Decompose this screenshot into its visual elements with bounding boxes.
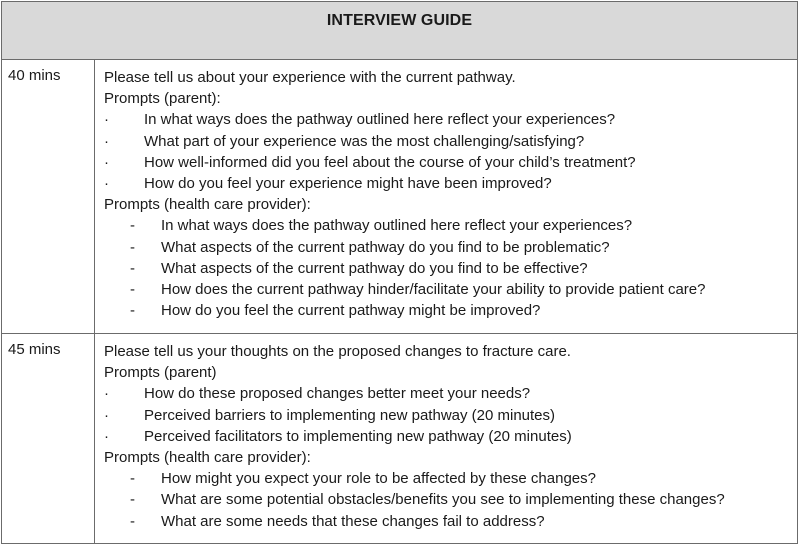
content-cell — [95, 334, 797, 544]
parent-prompts-label: Prompts (parent) — [104, 364, 217, 382]
prompt-text: What are some potential obstacles/benefits you see to implementing these changes? — [161, 491, 725, 509]
content-cell — [95, 60, 797, 333]
list-item — [104, 468, 797, 489]
prompt-text: How do these proposed changes better meet your needs? — [144, 385, 531, 403]
dash-marker: - — [130, 259, 135, 277]
bullet-marker: · — [104, 406, 109, 424]
time-cell: 45 mins — [2, 334, 95, 544]
section-intro: Please tell us your thoughts on the proposed changes to fracture care. — [104, 343, 571, 360]
list-item — [104, 109, 797, 130]
table-header — [2, 2, 797, 60]
bullet-marker: · — [104, 132, 109, 150]
time-cell: 40 mins — [2, 60, 95, 333]
prompt-text: What are some needs that these changes fail to address? — [161, 512, 545, 530]
bullet-marker: · — [104, 174, 109, 192]
dash-marker: - — [130, 470, 135, 488]
list-item — [104, 215, 797, 236]
parent-prompts-label: Prompts (parent): — [104, 90, 221, 108]
section-intro: Please tell us about your experience with the current pathway. — [104, 69, 516, 86]
dash-marker: - — [130, 217, 135, 235]
prompt-text: What aspects of the current pathway do you find to be effective? — [161, 259, 588, 277]
dash-marker: - — [130, 238, 135, 256]
prompt-text: In what ways does the pathway outlined here reflect your experiences? — [144, 111, 616, 129]
table-row — [2, 334, 797, 544]
dash-marker: - — [130, 512, 135, 530]
bullet-marker: · — [104, 427, 109, 445]
list-item — [104, 426, 797, 447]
prompt-text: How does the current pathway hinder/facilitate your ability to provide patient care? — [161, 280, 706, 298]
provider-prompts-label: Prompts (health care provider): — [104, 448, 311, 466]
dash-marker: - — [130, 280, 135, 298]
prompt-text: How do you feel your experience might have been improved? — [144, 174, 552, 192]
list-item — [104, 383, 797, 404]
prompt-text: Perceived facilitators to implementing new pathway (20 minutes) — [144, 427, 572, 445]
list-item — [104, 279, 797, 300]
prompt-text: How well-informed did you feel about the course of your child’s treatment? — [144, 153, 636, 171]
list-item — [104, 489, 797, 510]
table-title: INTERVIEW GUIDE — [326, 12, 473, 29]
list-item — [104, 152, 797, 173]
interview-guide-table — [1, 1, 798, 544]
prompt-text: Perceived barriers to implementing new pathway (20 minutes) — [144, 406, 556, 424]
list-item — [104, 258, 797, 279]
list-item — [104, 405, 797, 426]
dash-marker: - — [130, 491, 135, 509]
table-row — [2, 60, 797, 334]
list-item — [104, 131, 797, 152]
bullet-marker: · — [104, 111, 109, 129]
bullet-marker: · — [104, 153, 109, 171]
prompt-text: How might you expect your role to be affected by these changes? — [161, 470, 596, 488]
prompt-text: What part of your experience was the most challenging/satisfying? — [144, 132, 585, 150]
list-item — [104, 237, 797, 258]
prompt-text: How do you feel the current pathway might be improved? — [161, 302, 541, 320]
bullet-marker: · — [104, 385, 109, 403]
list-item — [104, 173, 797, 194]
list-item — [104, 511, 797, 532]
prompt-text: What aspects of the current pathway do you find to be problematic? — [161, 238, 610, 256]
prompt-text: In what ways does the pathway outlined here reflect your experiences? — [161, 217, 633, 235]
dash-marker: - — [130, 302, 135, 320]
provider-prompts-label: Prompts (health care provider): — [104, 196, 311, 214]
list-item — [104, 300, 797, 321]
